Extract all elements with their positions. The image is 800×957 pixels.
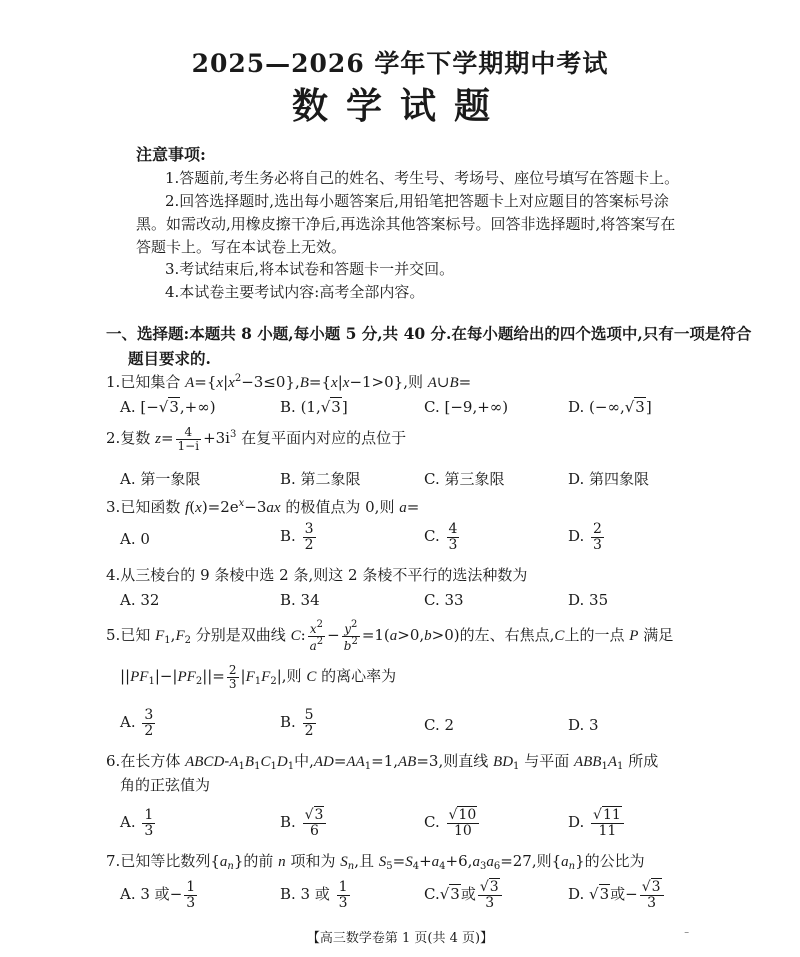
q2-option-c: C. 第三象限 [424,470,505,488]
q3-option-a: A. 0 [120,530,150,548]
q4-option-a: A. 32 [120,591,160,609]
question-5-cont: $||PF_1|-|PF_2||=$ $\frac{2}{3}$ $|F_1F_2|$,则 C 的离心率为 [120,663,397,691]
section-heading-cont: 题目要求的. [128,349,211,368]
exam-title: 2025—2026 学年下学期期中考试 [191,49,609,78]
notice-line: 3.考试结束后,将本试卷和答题卡一并交回。 [165,260,455,278]
question-2: 2.复数 z= $\frac{4}{1-i}$ $+3i^3$ 在复平面内对应的点位于 [106,425,407,453]
q4-option-c: C. 33 [424,591,464,609]
page-footer: 【高三数学卷第 1 页(共 4 页)】 [306,931,494,946]
q6-option-d: D. $\frac{√11}{11}$ [568,808,626,838]
q6-option-a: A. $\frac{1}{3}$ [120,807,154,839]
question-4: 4.从三棱台的 9 条棱中选 2 条,则这 2 条棱不平行的选法种数为 [106,566,528,584]
q4-option-d: D. 35 [568,591,609,609]
q2-option-b: B. 第二象限 [280,470,361,488]
q3-option-b: B. $\frac{3}{2}$ [280,521,314,553]
q3-option-c: C. $\frac{4}{3}$ [424,521,458,553]
q1-option-a: A. [−√3,+∞) [120,398,216,416]
q7-option-d: D. √3或− $\frac{√3}{3}$ [568,880,666,910]
q6-option-c: C. $\frac{√10}{10}$ [424,808,481,838]
q7-option-c: C.√3或 $\frac{√3}{3}$ [424,880,504,910]
q2-option-a: A. 第一象限 [120,470,201,488]
section-heading: 一、选择题:本题共 8 小题,每小题 5 分,共 40 分.在每小题给出的四个选项中,只有一项是符合 [106,324,752,343]
notice-line: 2.回答选择题时,选出每小题答案后,用铅笔把答题卡上对应题目的答案标号涂 [165,192,669,210]
question-3: 3.已知函数 $f(x)=2e^x-3ax$ 的极值点为 0,则 a= [106,498,420,516]
q5-option-b: B. $\frac{5}{2}$ [280,707,314,739]
q1-option-b: B. (1,√3] [280,398,348,416]
q5-option-d: D. 3 [568,716,599,734]
notice-line: 答题卡上。写在本试卷上无效。 [136,238,347,256]
q5-option-c: C. 2 [424,716,455,734]
q1-option-c: C. [−9,+∞) [424,398,509,416]
q5-option-a: A. $\frac{3}{2}$ [120,707,154,739]
question-6-cont: 角的正弦值为 [120,776,211,794]
notice-line: 1.答题前,考生务必将自己的姓名、考生号、考场号、座位号填写在答题卡上。 [165,169,680,187]
q3-option-d: D. $\frac{2}{3}$ [568,521,602,553]
question-1: 1.已知集合 $A=\{x|x^2-3\le 0\},B=\{x|x-1>0\}$,则 A∪B= [106,373,472,391]
corner-mark: ⁻ [684,930,690,941]
question-7: 7.已知等比数列$\{a_n\}$的前 n 项和为 $S_n$,且 $S_5=S_4+a_4+6,a_3a_6=27$,则$\{a_n\}$的公比为 [106,852,645,872]
question-5: 5.已知 $F_1,F_2$ 分别是双曲线 C: $\frac{x^2}{a^2}$ − $\frac{y^2}{b^2}$ =1(a>0,b>0)的左、右焦点,C上的一点 P 满足 [106,619,674,653]
q2-option-d: D. 第四象限 [568,470,650,488]
q7-option-a: A. 3 或− $\frac{1}{3}$ [120,879,196,911]
subject-title: 数学试题 [291,85,508,127]
q1-option-d: D. (−∞,√3] [568,398,652,416]
notice-line: 4.本试卷主要考试内容:高考全部内容。 [165,283,425,301]
q4-option-b: B. 34 [280,591,320,609]
q7-option-b: B. 3 或 $\frac{1}{3}$ [280,879,348,911]
notice-line: 黑。如需改动,用橡皮擦干净后,再选涂其他答案标号。回答非选择题时,将答案写在 [136,215,676,233]
question-6: 6.在长方体 ABCD-$A_1B_1C_1D_1$中$,AD=AA_1=1,AB=3$,则直线 $BD_1$ 与平面 $ABB_1A_1$ 所成 [106,752,659,772]
q6-option-b: B. $\frac{√3}{6}$ [280,808,328,838]
notice-heading: 注意事项: [136,145,206,164]
